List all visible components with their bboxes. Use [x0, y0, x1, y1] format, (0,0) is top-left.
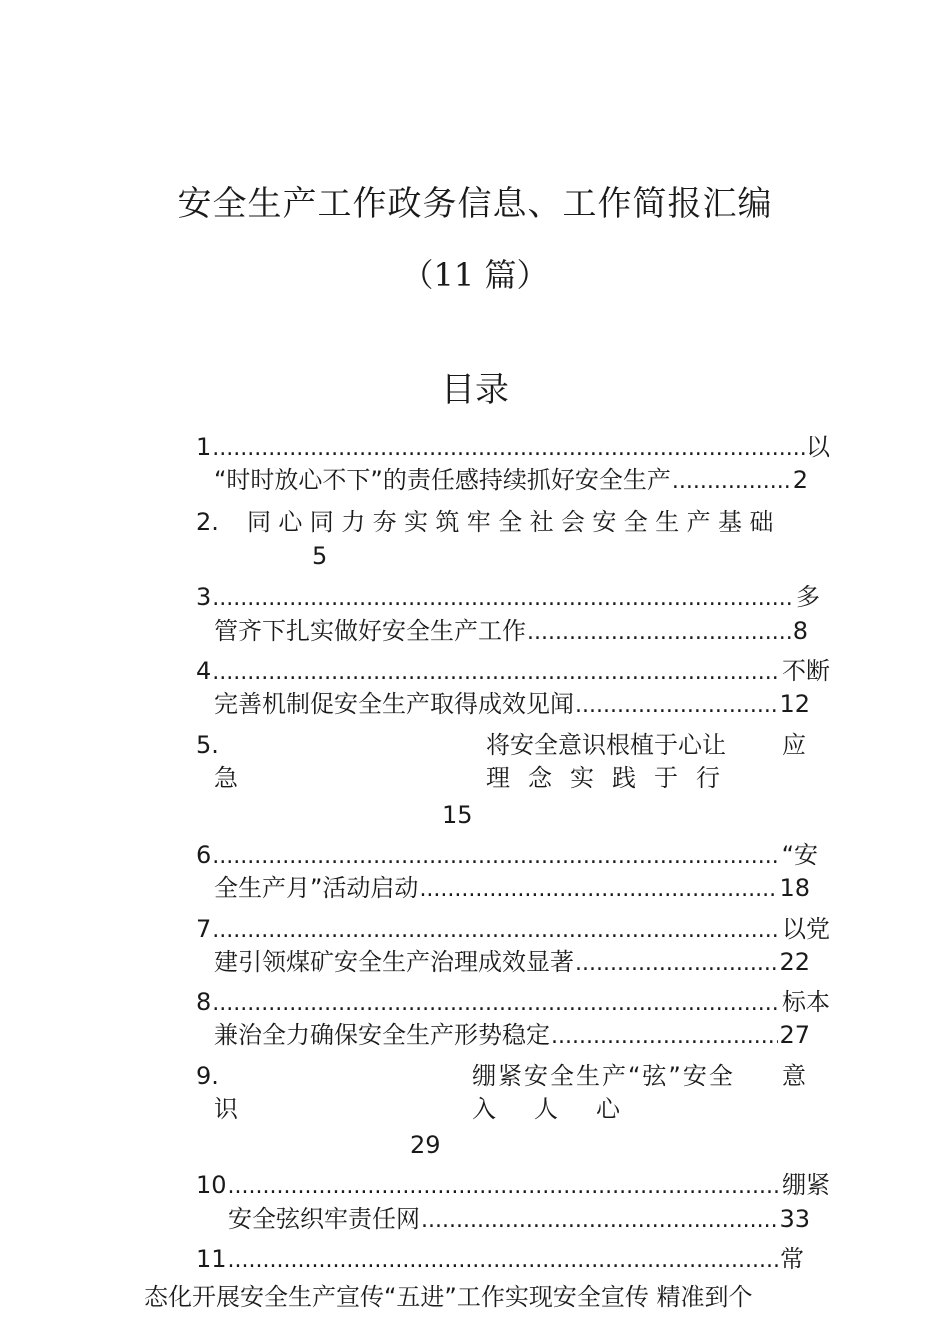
leader-dots	[212, 842, 780, 872]
toc-entry-title-start: 常	[780, 1245, 804, 1273]
toc-entry-title-start: 标本	[782, 988, 830, 1016]
leader-dots	[527, 618, 792, 648]
toc-entry-title-start: 多	[796, 583, 820, 611]
toc-entry-number: 11	[196, 1245, 227, 1273]
leader-dots	[212, 658, 781, 688]
toc-entry-10-line1[interactable]	[196, 1170, 830, 1202]
toc-entry-2-title[interactable]: 同心同力夯实筑牢全社会安全生产基础	[247, 508, 781, 536]
toc-entry-5-title-part2[interactable]: 应	[782, 731, 806, 759]
toc-entry-9-title-part4[interactable]: 入人心	[472, 1095, 658, 1123]
toc-entry-9-title-part3[interactable]: 识	[214, 1095, 238, 1123]
toc-entry-9-title-part1[interactable]: 绷紧安全生产“弦”安全	[472, 1062, 735, 1090]
toc-entry-9-number: 9.	[196, 1062, 219, 1090]
toc-entry-title-start: 绷紧	[782, 1171, 830, 1199]
toc-entry-number: 7	[196, 915, 212, 943]
toc-entry-7-line1[interactable]	[196, 914, 830, 946]
leader-dots	[575, 949, 778, 979]
toc-entry-5-title-part3[interactable]: 急	[214, 764, 238, 792]
toc-entry-page: 22	[779, 948, 810, 976]
toc-entry-page: 27	[779, 1021, 810, 1049]
toc-entry-title: 全生产月”活动启动	[214, 874, 419, 902]
toc-entry-9-title-part2[interactable]: 意	[782, 1062, 806, 1090]
toc-entry-title: 兼治全力确保安全生产形势稳定	[214, 1021, 550, 1049]
leader-dots	[419, 875, 778, 905]
toc-entry-title: “时时放心不下”的责任感持续抓好安全生产	[214, 466, 671, 494]
toc-entry-title-start: 不断	[782, 657, 830, 685]
document-subtitle: （11 篇）	[401, 256, 549, 294]
leader-dots	[672, 467, 792, 497]
toc-entry-5-title-part1[interactable]: 将安全意识根植于心让	[486, 731, 726, 759]
toc-entry-title-start: 以	[806, 433, 830, 461]
toc-entry-4-line1[interactable]	[196, 656, 830, 688]
toc-entry-2-number: 2.	[196, 508, 219, 536]
leader-dots	[228, 1172, 781, 1202]
leader-dots	[212, 916, 781, 946]
toc-entry-8-line2[interactable]	[214, 1020, 810, 1052]
toc-entry-7-line2[interactable]	[214, 947, 810, 979]
toc-entry-title: 建引领煤矿安全生产治理成效显著	[214, 948, 574, 976]
toc-entry-8-line1[interactable]	[196, 987, 830, 1019]
toc-entry-10-line2[interactable]	[228, 1204, 810, 1236]
leader-dots	[228, 1246, 779, 1276]
toc-entry-5-number: 5.	[196, 731, 219, 759]
toc-entry-number: 8	[196, 988, 212, 1016]
toc-entry-11-line1[interactable]	[196, 1244, 804, 1276]
toc-entry-5-page: 15	[442, 801, 473, 829]
toc-entry-title: 管齐下扎实做好安全生产工作	[214, 617, 526, 645]
leader-dots	[421, 1206, 778, 1236]
toc-entry-5-title-part4[interactable]: 理念实践于行	[486, 764, 738, 792]
leader-dots	[575, 691, 778, 721]
leader-dots	[551, 1022, 778, 1052]
toc-entry-11-line2[interactable]: 态化开展安全生产宣传“五进”工作实现安全宣传 精准到个	[144, 1283, 753, 1311]
toc-entry-page: 8	[792, 617, 808, 645]
toc-entry-1-line2[interactable]	[214, 465, 808, 497]
toc-entry-3-line1[interactable]	[196, 582, 820, 614]
toc-entry-number: 4	[196, 657, 212, 685]
toc-entry-number: 1	[196, 433, 212, 461]
toc-entry-2-page: 5	[312, 542, 328, 570]
toc-entry-number: 6	[196, 841, 212, 869]
toc-entry-title-start: 以党	[782, 915, 830, 943]
toc-heading: 目录	[441, 370, 509, 410]
document-title: 安全生产工作政务信息、工作简报汇编	[177, 184, 773, 224]
toc-entry-3-line2[interactable]	[214, 616, 808, 648]
toc-entry-page: 2	[792, 466, 808, 494]
toc-entry-6-line1[interactable]	[196, 840, 818, 872]
toc-entry-6-line2[interactable]	[214, 873, 810, 905]
toc-entry-page: 18	[779, 874, 810, 902]
toc-entry-4-line2[interactable]	[214, 689, 810, 721]
leader-dots	[212, 989, 781, 1019]
toc-entry-1-line1[interactable]	[196, 432, 830, 464]
leader-dots	[212, 584, 795, 614]
toc-entry-number: 10	[196, 1171, 227, 1199]
leader-dots	[212, 434, 805, 464]
toc-entry-page: 33	[779, 1205, 810, 1233]
toc-entry-9-page: 29	[410, 1131, 441, 1159]
toc-entry-page: 12	[779, 690, 810, 718]
toc-entry-number: 3	[196, 583, 212, 611]
toc-entry-title: 完善机制促安全生产取得成效见闻	[214, 690, 574, 718]
toc-entry-title-start: “安	[781, 841, 818, 869]
toc-entry-title: 安全弦织牢责任网	[228, 1205, 420, 1233]
